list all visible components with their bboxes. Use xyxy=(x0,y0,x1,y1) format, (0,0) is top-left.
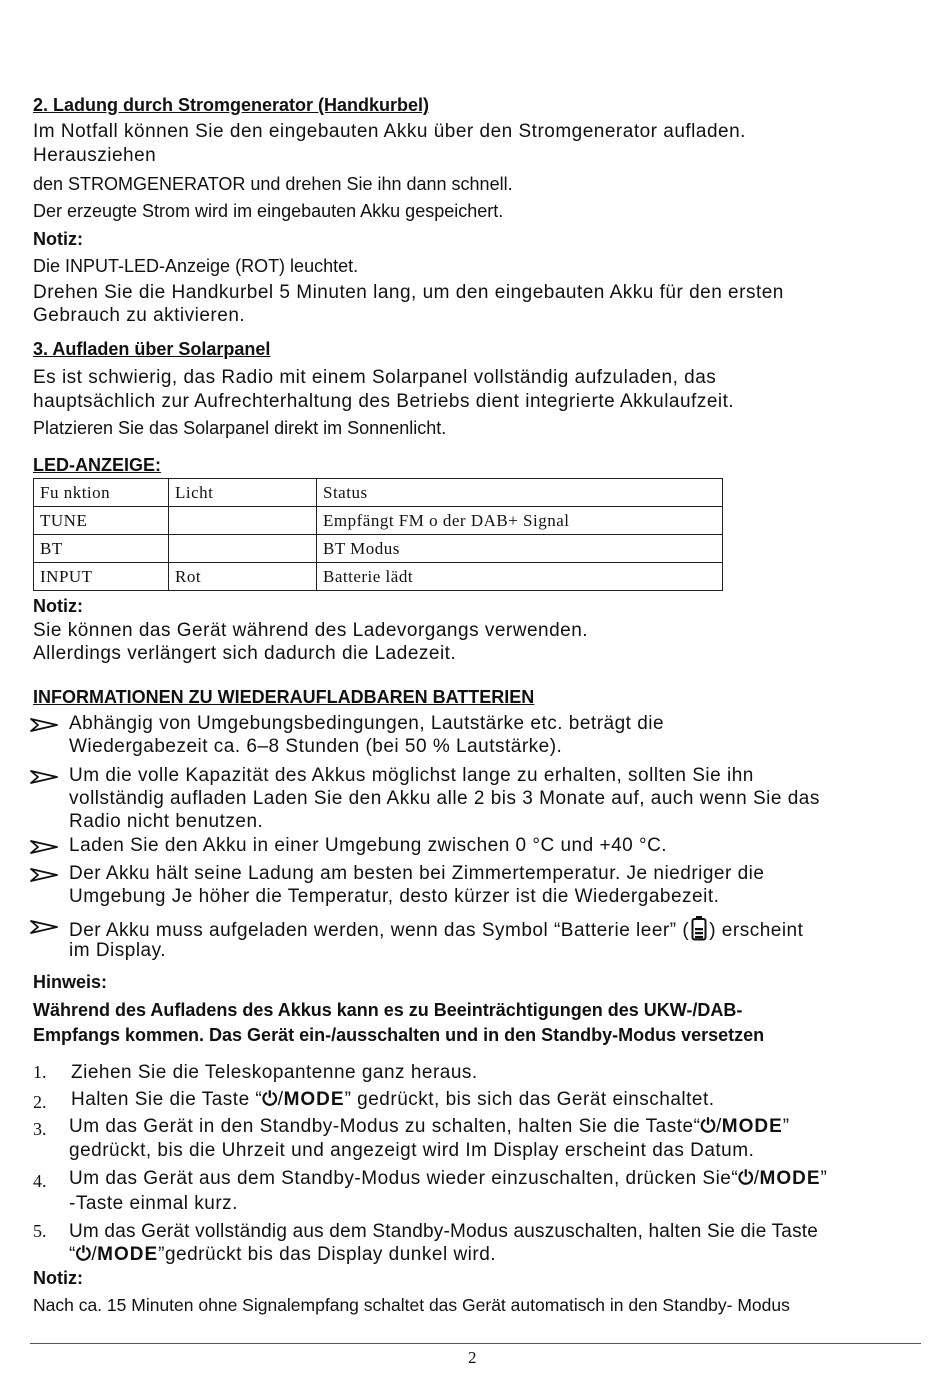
table-cell: Rot xyxy=(169,563,317,591)
section-3-line-1: Es ist schwierig, das Radio mit einem Solarpanel vollständig aufzuladen, das xyxy=(33,367,717,388)
hint-line-2: Empfangs kommen. Das Gerät ein-/ausschalten und in den Standby-Modus versetzen xyxy=(33,1025,765,1045)
table-cell xyxy=(169,535,317,563)
step-4-line-2: -Taste einmal kurz. xyxy=(69,1193,238,1214)
hint-label: Hinweis: xyxy=(33,972,108,992)
mode-key-label: MODE xyxy=(721,1116,783,1137)
step-2-before: Halten Sie die Taste “ xyxy=(71,1089,263,1110)
led-heading: LED-ANZEIGE: xyxy=(33,455,161,475)
footer-divider xyxy=(30,1343,921,1344)
led-note-label: Notiz: xyxy=(33,596,83,616)
table-row xyxy=(34,507,723,535)
section-2-heading: 2. Ladung durch Stromgenerator (Handkurbel) xyxy=(33,95,430,115)
step-5-line-2: “⏻/MODE”gedrückt bis das Display dunkel wird. xyxy=(69,1244,497,1265)
section-2-line-1: Im Notfall können Sie den eingebauten Akku über den Stromgenerator aufladen. xyxy=(33,121,746,142)
table-cell: BT xyxy=(34,535,169,563)
section-3-line-3: Platzieren Sie das Solarpanel direkt im Sonnenlicht. xyxy=(33,418,447,438)
bullet-1-line-2: Wiedergabezeit ca. 6–8 Stunden (bei 50 % Lautstärke). xyxy=(69,736,563,757)
power-icon: ⏻ xyxy=(700,1116,716,1137)
table-row xyxy=(34,535,723,563)
step-3-line-1: Um das Gerät in den Standby-Modus zu schalten, halten Sie die Taste“⏻/MODE” xyxy=(69,1116,790,1137)
arrow-bullet-icon xyxy=(30,770,58,784)
battery-empty-icon xyxy=(691,915,707,941)
step-4-before: Um das Gerät aus dem Standby-Modus wieder einzuschalten, drücken Sie“ xyxy=(69,1168,739,1189)
bullet-3-line-1: Laden Sie den Akku in einer Umgebung zwischen 0 °C und +40 °C. xyxy=(69,835,668,856)
table-header-cell: Status xyxy=(317,479,723,507)
step-5-after: ”gedrückt bis das Display dunkel wird. xyxy=(158,1244,497,1265)
section-2-note-label: Notiz: xyxy=(33,229,83,249)
step-number-2: 2. xyxy=(33,1092,47,1112)
arrow-bullet-icon xyxy=(30,920,58,934)
step-2-text: Halten Sie die Taste “⏻/MODE” gedrückt, bis sich das Gerät einschaltet. xyxy=(71,1089,715,1110)
battery-info-heading: INFORMATIONEN ZU WIEDERAUFLADBAREN BATTERIEN xyxy=(33,687,535,707)
step-4-after: ” xyxy=(820,1168,828,1189)
bullet-2-line-3: Radio nicht benutzen. xyxy=(69,811,264,832)
table-header-cell: Fu nktion xyxy=(34,479,169,507)
section-2-line-4: Der erzeugte Strom wird im eingebauten Akku gespeichert. xyxy=(33,201,504,221)
step-2-after: ” gedrückt, bis sich das Gerät einschaltet. xyxy=(344,1089,715,1110)
table-row xyxy=(34,563,723,591)
step-number-3: 3. xyxy=(33,1119,47,1139)
section-2-line-2: Herausziehen xyxy=(33,145,157,166)
section-2-note-line-2: Drehen Sie die Handkurbel 5 Minuten lang, um den eingebauten Akku für den ersten xyxy=(33,282,784,303)
led-table xyxy=(33,478,723,591)
mode-key-label: MODE xyxy=(283,1089,345,1110)
bullet-5-line-1 xyxy=(69,915,803,942)
section-3-heading: 3. Aufladen über Solarpanel xyxy=(33,339,271,359)
step-3-line-2: gedrückt, bis die Uhrzeit und angezeigt wird Im Display erscheint das Datum. xyxy=(69,1140,755,1161)
section-2-note-line-1: Die INPUT-LED-Anzeige (ROT) leuchtet. xyxy=(33,256,359,276)
final-note-text: Nach ca. 15 Minuten ohne Signalempfang schaltet das Gerät automatisch in den Standby- Modus xyxy=(33,1295,790,1315)
power-icon: ⏻ xyxy=(738,1168,754,1189)
arrow-bullet-icon xyxy=(30,840,58,854)
bullet-5-text-before: Der Akku muss aufgeladen werden, wenn das Symbol “Batterie leer” ( xyxy=(69,920,690,941)
bullet-5-line-2: im Display. xyxy=(69,940,166,961)
table-cell: TUNE xyxy=(34,507,169,535)
step-number-5: 5. xyxy=(33,1221,47,1241)
table-header-row xyxy=(34,479,723,507)
led-note-line-2: Allerdings verlängert sich dadurch die Ladezeit. xyxy=(33,643,457,664)
table-cell: BT Modus xyxy=(317,535,723,563)
section-3-line-2: hauptsächlich zur Aufrechterhaltung des Betriebs dient integrierte Akkulaufzeit. xyxy=(33,391,735,412)
hint-line-1: Während des Aufladens des Akkus kann es zu Beeinträchtigungen des UKW-/DAB- xyxy=(33,1000,743,1020)
page-number: 2 xyxy=(468,1348,477,1367)
final-note-label: Notiz: xyxy=(33,1268,83,1288)
section-2-line-3: den STROMGENERATOR und drehen Sie ihn dann schnell. xyxy=(33,174,513,194)
step-3-before: Um das Gerät in den Standby-Modus zu schalten, halten Sie die Taste“ xyxy=(69,1116,701,1137)
bullet-1-line-1: Abhängig von Umgebungsbedingungen, Lautstärke etc. beträgt die xyxy=(69,713,665,734)
led-note-line-1: Sie können das Gerät während des Ladevorgangs verwenden. xyxy=(33,620,589,641)
arrow-bullet-icon xyxy=(30,718,58,732)
step-5-line-1: Um das Gerät vollständig aus dem Standby-Modus auszuschalten, halten Sie die Taste xyxy=(69,1221,819,1242)
table-cell: INPUT xyxy=(34,563,169,591)
step-3-after: ” xyxy=(782,1116,790,1137)
power-icon: ⏻ xyxy=(262,1089,278,1110)
power-icon: ⏻ xyxy=(75,1244,92,1265)
mode-key-label: MODE xyxy=(759,1168,821,1189)
bullet-4-line-1: Der Akku hält seine Ladung am besten bei Zimmertemperatur. Je niedriger die xyxy=(69,863,765,884)
bullet-2-line-2: vollständig aufladen Laden Sie den Akku alle 2 bis 3 Monate auf, auch wenn Sie das xyxy=(69,788,820,809)
mode-key-label: MODE xyxy=(97,1244,159,1265)
bullet-2-line-1: Um die volle Kapazität des Akkus möglichst lange zu erhalten, sollten Sie ihn xyxy=(69,765,754,786)
arrow-bullet-icon xyxy=(30,868,58,882)
step-4-line-1: Um das Gerät aus dem Standby-Modus wieder einzuschalten, drücken Sie“⏻/MODE” xyxy=(69,1168,828,1189)
step-5-before: “ xyxy=(69,1244,76,1265)
table-cell: Batterie lädt xyxy=(317,563,723,591)
table-cell: Empfängt FM o der DAB+ Signal xyxy=(317,507,723,535)
bullet-4-line-2: Umgebung Je höher die Temperatur, desto kürzer ist die Wiedergabezeit. xyxy=(69,886,720,907)
step-1-text: Ziehen Sie die Teleskopantenne ganz heraus. xyxy=(71,1062,478,1083)
table-cell xyxy=(169,507,317,535)
section-2-note-line-3: Gebrauch zu aktivieren. xyxy=(33,305,246,326)
step-number-4: 4. xyxy=(33,1171,47,1191)
bullet-5-text-after: ) erscheint xyxy=(709,920,804,941)
table-header-cell: Licht xyxy=(169,479,317,507)
step-number-1: 1. xyxy=(33,1062,47,1082)
